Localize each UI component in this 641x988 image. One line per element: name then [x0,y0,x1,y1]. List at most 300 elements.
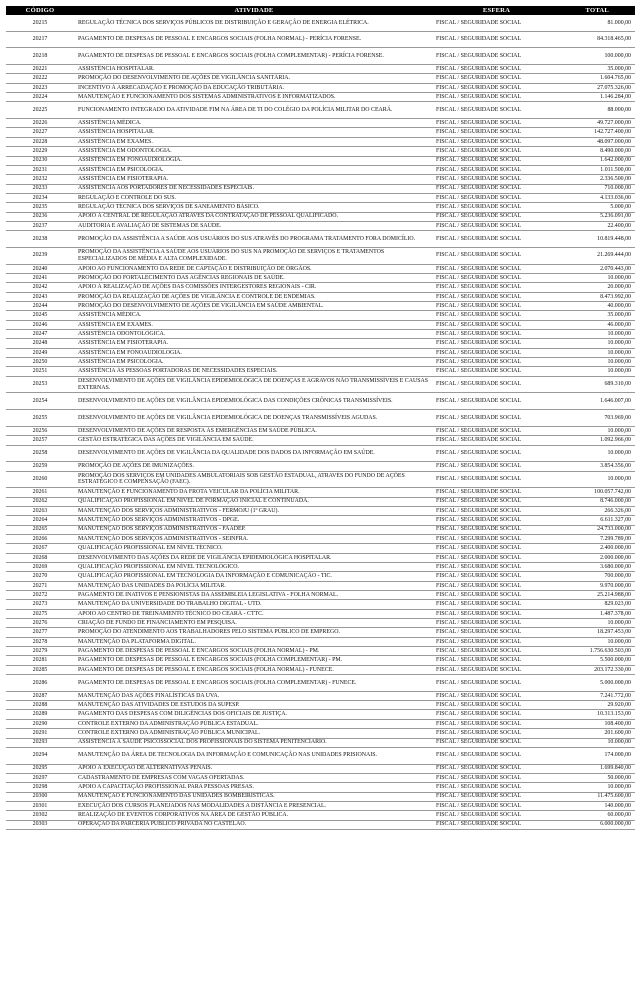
row-activity: MANUTENÇÃO DOS SERVIÇOS ADMINISTRATIVOS - DPGE. [74,516,434,525]
row-sphere: FISCAL / SEGURIDADE SOCIAL [434,581,559,590]
row-code: 20222 [6,74,74,83]
row-sphere: FISCAL / SEGURIDADE SOCIAL [434,729,559,738]
row-code: 20294 [6,747,74,764]
row-code: 20243 [6,292,74,301]
row-total: 100.000,00 [559,48,635,65]
row-total: 108.400,00 [559,719,635,728]
row-code: 20259 [6,462,74,471]
row-code: 20215 [6,15,74,31]
table-row [6,665,635,674]
table-row [6,74,635,83]
row-code: 20221 [6,65,74,74]
table-row [6,93,635,102]
table-row [6,247,635,264]
row-code: 20227 [6,128,74,137]
row-sphere: FISCAL / SEGURIDADE SOCIAL [434,137,559,146]
row-activity: DESENVOLVIMENTO DE AÇÕES DE VIGILÂNCIA DA QUALIDADE DOS DADOS DA INFORMAÇÃO EM SAÚDE. [74,445,434,462]
row-activity: APOIO AO FUNCIONAMENTO DA REDE DE CAPTAÇÃO E DISTRIBUIÇÃO DE ÓRGÃOS. [74,264,434,273]
table-row [6,102,635,119]
row-activity: ASSISTÊNCIA EM ODONTOLOGIA. [74,147,434,156]
row-total: 10.313.153,00 [559,710,635,719]
table-row [6,147,635,156]
row-sphere: FISCAL / SEGURIDADE SOCIAL [434,719,559,728]
row-sphere: FISCAL / SEGURIDADE SOCIAL [434,221,559,230]
row-total: 29.920,00 [559,701,635,710]
row-sphere: FISCAL / SEGURIDADE SOCIAL [434,426,559,435]
row-total: 46.000,00 [559,320,635,329]
row-activity: PROMOÇÃO DE AÇÕES DE IMUNIZAÇÕES. [74,462,434,471]
table-row [6,497,635,506]
row-sphere: FISCAL / SEGURIDADE SOCIAL [434,311,559,320]
row-total: 1.646.007,00 [559,393,635,410]
row-activity: ASSISTÊNCIA À SAÚDE PSICOSSOCIAL DOS PROFISSIONAIS DO SISTEMA PENITENCIÁRIO. [74,738,434,747]
row-code: 20281 [6,656,74,665]
row-sphere: FISCAL / SEGURIDADE SOCIAL [434,410,559,427]
row-code: 20218 [6,48,74,65]
row-activity: DESENVOLVIMENTO DAS AÇÕES DA REDE DE VIGILÂNCIA EPIDEMIOLÓGICA HOSPITALAR. [74,553,434,562]
row-activity: PROMOÇÃO DA ASSISTÊNCIA A SAÚDE AOS USUÁRIOS DO SUS ATRAVÉS DO PROGRAMA TRATAMENTO FORA DOMICÍLIO. [74,231,434,248]
row-total: 5.236.091,00 [559,212,635,221]
row-sphere: FISCAL / SEGURIDADE SOCIAL [434,506,559,515]
row-total: 84.318.465,00 [559,31,635,48]
table-row [6,436,635,445]
row-activity: CONTROLE EXTERNO DA ADMINISTRAÇÃO PÚBLICA MUNICIPAL. [74,729,434,738]
row-total: 6.611.327,00 [559,516,635,525]
row-sphere: FISCAL / SEGURIDADE SOCIAL [434,393,559,410]
row-code: 20241 [6,273,74,282]
table-body [6,15,635,829]
table-row [6,231,635,248]
row-activity: MANUTENÇÃO DAS ATIVIDADES DE ESTUDOS DA SUPESP. [74,701,434,710]
row-total: 20.000,00 [559,283,635,292]
row-code: 20244 [6,302,74,311]
row-code: 20278 [6,637,74,646]
row-code: 20242 [6,283,74,292]
table-row [6,637,635,646]
table-row [6,609,635,618]
row-sphere: FISCAL / SEGURIDADE SOCIAL [434,562,559,571]
row-total: 24.733.000,00 [559,525,635,534]
row-activity: ASSISTÊNCIA ÀS PESSOAS PORTADORAS DE NECESSIDADES ESPECIAIS. [74,367,434,376]
row-sphere: FISCAL / SEGURIDADE SOCIAL [434,156,559,165]
row-activity: ASSISTÊNCIA MÉDICA. [74,311,434,320]
row-sphere: FISCAL / SEGURIDADE SOCIAL [434,358,559,367]
row-sphere: FISCAL / SEGURIDADE SOCIAL [434,647,559,656]
row-activity: PROMOÇÃO DA ASSISTÊNCIA A SAÚDE AOS USUÁRIOS DO SUS NA PROMOÇÃO DE SERVIÇOS E TRATAMENTOS ESPECIALIZADOS DE MÉDIA E ALTA COMPLEXIDADE. [74,247,434,264]
table-row [6,367,635,376]
row-sphere: FISCAL / SEGURIDADE SOCIAL [434,516,559,525]
row-sphere: FISCAL / SEGURIDADE SOCIAL [434,497,559,506]
row-total: 8.490.000,00 [559,147,635,156]
table-row [6,525,635,534]
row-code: 20238 [6,231,74,248]
table-row [6,581,635,590]
row-code: 20253 [6,376,74,393]
row-sphere: FISCAL / SEGURIDADE SOCIAL [434,637,559,646]
table-row [6,264,635,273]
row-sphere: FISCAL / SEGURIDADE SOCIAL [434,264,559,273]
row-total: 1.604.765,00 [559,74,635,83]
table-row [6,311,635,320]
row-activity: MANUTENÇÃO E FUNCIONAMENTO DA FROTA VEICULAR DA POLÍCIA MILITAR. [74,488,434,497]
row-sphere: FISCAL / SEGURIDADE SOCIAL [434,119,559,128]
row-activity: PAGAMENTO DE DESPESAS DE PESSOAL E ENCARGOS SOCIAIS (FOLHA COMPLEMENTAR) - FUNECE. [74,675,434,692]
row-total: 10.000,00 [559,273,635,282]
row-code: 20271 [6,581,74,590]
row-total: 49.727.000,00 [559,119,635,128]
row-activity: QUALIFICAÇÃO PROFISSIONAL EM NÍVEL DE FORMAÇÃO INICIAL E CONTINUADA. [74,497,434,506]
row-activity: REGULAÇÃO TÉCNICA DOS SERVIÇOS DE SANEAMENTO BÁSICO. [74,203,434,212]
table-row [6,212,635,221]
row-activity: PAGAMENTO DE DESPESAS DE PESSOAL E ENCARGOS SOCIAIS (FOLHA COMPLEMENTAR) - PM. [74,656,434,665]
row-activity: CRIAÇÃO DE FUNDO DE FINANCIAMENTO EM PESQUISA. [74,619,434,628]
row-sphere: FISCAL / SEGURIDADE SOCIAL [434,534,559,543]
row-total: 18.297.453,00 [559,628,635,637]
row-activity: APOIO À CENTRAL DE REGULAÇÃO ATRAVÉS DA CONTRATAÇÃO DE PESSOAL QUALIFICADO. [74,212,434,221]
row-total: 10.000,00 [559,330,635,339]
row-code: 20236 [6,212,74,221]
row-code: 20235 [6,203,74,212]
header-total: TOTAL [559,6,635,15]
row-code: 20261 [6,488,74,497]
row-sphere: FISCAL / SEGURIDADE SOCIAL [434,701,559,710]
row-total: 5.000.000,00 [559,675,635,692]
row-total: 11.475.600,00 [559,792,635,801]
row-sphere: FISCAL / SEGURIDADE SOCIAL [434,801,559,810]
row-total: 10.000,00 [559,783,635,792]
row-sphere: FISCAL / SEGURIDADE SOCIAL [434,128,559,137]
row-activity: REGULAÇÃO E CONTROLE DO SUS. [74,193,434,202]
row-activity: APOIO À REALIZAÇÃO DE AÇÕES DAS COMISSÕES INTERGESTORES REGIONAIS - CIR. [74,283,434,292]
row-total: 1.092.966,00 [559,436,635,445]
row-total: 21.269.444,00 [559,247,635,264]
row-sphere: FISCAL / SEGURIDADE SOCIAL [434,525,559,534]
row-total: 3.854.356,00 [559,462,635,471]
row-code: 20286 [6,675,74,692]
table-row [6,339,635,348]
row-activity: PAGAMENTO DE DESPESAS DE PESSOAL E ENCARGOS SOCIAIS (FOLHA COMPLEMENTAR) - PERÍCIA FORENSE. [74,48,434,65]
row-code: 20291 [6,729,74,738]
row-activity: MANUTENÇÃO E FUNCIONAMENTO DOS SISTEMAS ADMINISTRATIVOS E INFORMATIZADOS. [74,93,434,102]
row-code: 20258 [6,445,74,462]
table-row [6,137,635,146]
row-total: 81.000,00 [559,15,635,31]
row-sphere: FISCAL / SEGURIDADE SOCIAL [434,193,559,202]
row-sphere: FISCAL / SEGURIDADE SOCIAL [434,184,559,193]
row-total: 203.172.330,00 [559,665,635,674]
row-total: 174.000,00 [559,747,635,764]
header-row [6,6,635,15]
row-sphere: FISCAL / SEGURIDADE SOCIAL [434,175,559,184]
table-row [6,691,635,700]
row-activity: MANUTENÇÃO E FUNCIONAMENTO DAS UNIDADES BOMBEIRÍSTICAS. [74,792,434,801]
row-total: 100.057.742,00 [559,488,635,497]
row-total: 1.756.630.503,00 [559,647,635,656]
table-row [6,348,635,357]
row-total: 50.000,00 [559,773,635,782]
row-code: 20240 [6,264,74,273]
row-total: 35.000,00 [559,311,635,320]
row-total: 689.310,00 [559,376,635,393]
row-code: 20248 [6,339,74,348]
table-header [6,6,635,15]
table-row [6,729,635,738]
row-total: 829.023,00 [559,600,635,609]
row-sphere: FISCAL / SEGURIDADE SOCIAL [434,339,559,348]
table-row [6,516,635,525]
row-total: 40.000,00 [559,302,635,311]
row-activity: ASSISTÊNCIA EM FISIOTERAPIA. [74,175,434,184]
row-sphere: FISCAL / SEGURIDADE SOCIAL [434,74,559,83]
row-total: 9.970.000,00 [559,581,635,590]
table-row [6,15,635,31]
table-row [6,506,635,515]
header-activity: ATIVIDADE [74,6,434,15]
row-activity: AUDITORIA E AVALIAÇÃO DE SISTEMAS DE SAÚDE. [74,221,434,230]
row-sphere: FISCAL / SEGURIDADE SOCIAL [434,773,559,782]
table-row [6,376,635,393]
table-row [6,320,635,329]
row-activity: DESENVOLVIMENTO DE AÇÕES DE VIGILÂNCIA EPIDEMIOLÓGICA DE DOENÇAS TRANSMISSÍVEIS AGUDAS. [74,410,434,427]
row-total: 10.000,00 [559,358,635,367]
row-sphere: FISCAL / SEGURIDADE SOCIAL [434,811,559,820]
table-row [6,719,635,728]
table-row [6,119,635,128]
row-code: 20288 [6,701,74,710]
row-total: 1.487.378,00 [559,609,635,618]
row-sphere: FISCAL / SEGURIDADE SOCIAL [434,83,559,92]
row-code: 20303 [6,820,74,829]
row-code: 20268 [6,553,74,562]
row-sphere: FISCAL / SEGURIDADE SOCIAL [434,165,559,174]
row-code: 20256 [6,426,74,435]
row-activity: CONTROLE EXTERNO DA ADMINISTRAÇÃO PÚBLICA ESTADUAL. [74,719,434,728]
row-activity: ASSISTÊNCIA EM FONOAUDIOLOGIA. [74,348,434,357]
row-total: 35.000,00 [559,65,635,74]
header-sphere: ESFERA [434,6,559,15]
row-sphere: FISCAL / SEGURIDADE SOCIAL [434,65,559,74]
row-total: 703.969,00 [559,410,635,427]
row-activity: ASSISTÊNCIA EM FISIOTERAPIA. [74,339,434,348]
row-sphere: FISCAL / SEGURIDADE SOCIAL [434,283,559,292]
row-code: 20273 [6,600,74,609]
row-code: 20262 [6,497,74,506]
row-activity: DESENVOLVIMENTO DE AÇÕES DE VIGILÂNCIA EPIDEMIOLÓGICA DE DOENÇAS E AGRAVOS NÃO TRANSMISSÍVEIS E CAUSAS EXTERNAS. [74,376,434,393]
row-sphere: FISCAL / SEGURIDADE SOCIAL [434,320,559,329]
row-sphere: FISCAL / SEGURIDADE SOCIAL [434,628,559,637]
row-sphere: FISCAL / SEGURIDADE SOCIAL [434,348,559,357]
row-sphere: FISCAL / SEGURIDADE SOCIAL [434,273,559,282]
table-row [6,302,635,311]
row-sphere: FISCAL / SEGURIDADE SOCIAL [434,292,559,301]
table-row [6,764,635,773]
row-sphere: FISCAL / SEGURIDADE SOCIAL [434,471,559,488]
row-code: 20245 [6,311,74,320]
row-total: 10.000,00 [559,637,635,646]
table-row [6,738,635,747]
row-total: 10.000,00 [559,619,635,628]
row-code: 20224 [6,93,74,102]
row-code: 20276 [6,619,74,628]
row-activity: MANUTENÇÃO DOS SERVIÇOS ADMINISTRATIVOS - FERMOJU (1º GRAU). [74,506,434,515]
row-code: 20295 [6,764,74,773]
row-sphere: FISCAL / SEGURIDADE SOCIAL [434,31,559,48]
row-total: 10.819.448,00 [559,231,635,248]
table-row [6,783,635,792]
table-row [6,156,635,165]
row-code: 20279 [6,647,74,656]
row-code: 20231 [6,165,74,174]
row-total: 48.097.000,00 [559,137,635,146]
row-code: 20267 [6,544,74,553]
row-code: 20239 [6,247,74,264]
row-total: 22.400,00 [559,221,635,230]
table-row [6,488,635,497]
row-sphere: FISCAL / SEGURIDADE SOCIAL [434,656,559,665]
table-row [6,31,635,48]
table-row [6,544,635,553]
row-total: 3.680.000,00 [559,562,635,571]
row-activity: APOIO A CAPACITAÇÃO PROFISSIONAL PARA PESSOAS PRESAS. [74,783,434,792]
table-row [6,221,635,230]
row-activity: PROMOÇÃO DO FORTALECIMENTO DAS AGÊNCIAS REGIONAIS DE SAÚDE. [74,273,434,282]
row-total: 1.146.284,00 [559,93,635,102]
row-sphere: FISCAL / SEGURIDADE SOCIAL [434,764,559,773]
row-activity: GESTÃO ESTRATÉGICA DAS AÇÕES DE VIGILÂNCIA EM SAÚDE. [74,436,434,445]
row-sphere: FISCAL / SEGURIDADE SOCIAL [434,302,559,311]
table-row [6,273,635,282]
row-code: 20289 [6,710,74,719]
row-activity: CADASTRAMENTO DE EMPRESAS COM VAGAS OFERTADAS. [74,773,434,782]
row-sphere: FISCAL / SEGURIDADE SOCIAL [434,792,559,801]
table-row [6,747,635,764]
row-sphere: FISCAL / SEGURIDADE SOCIAL [434,619,559,628]
table-row [6,820,635,829]
row-activity: REALIZAÇÃO DE EVENTOS CORPORATIVOS NA ÁREA DE GESTÃO PÚBLICA. [74,811,434,820]
row-total: 10.000,00 [559,339,635,348]
row-activity: MANUTENÇÃO DAS AÇÕES FINALÍSTICAS DA UVA. [74,691,434,700]
table-row [6,175,635,184]
budget-table [6,6,635,830]
header-code: CÓDIGO [6,6,74,15]
row-sphere: FISCAL / SEGURIDADE SOCIAL [434,544,559,553]
row-sphere: FISCAL / SEGURIDADE SOCIAL [434,48,559,65]
row-code: 20272 [6,591,74,600]
row-code: 20225 [6,102,74,119]
table-row [6,647,635,656]
row-sphere: FISCAL / SEGURIDADE SOCIAL [434,436,559,445]
row-activity: PROMOÇÃO DOS SERVIÇOS EM UNIDADES AMBULATORIAIS SOB GESTÃO ESTADUAL, ATRAVÉS DO FUNDO DE AÇÕES ESTRATÉGICO E COMPENSAÇÃO (FAEC). [74,471,434,488]
table-row [6,193,635,202]
row-sphere: FISCAL / SEGURIDADE SOCIAL [434,147,559,156]
row-activity: MANUTENÇÃO DAS UNIDADES DA POLÍCIA MILITAR. [74,581,434,590]
row-code: 20251 [6,367,74,376]
row-activity: DESENVOLVIMENTO DE AÇÕES DE RESPOSTA ÀS EMERGÊNCIAS EM SAÚDE PÚBLICA. [74,426,434,435]
row-activity: QUALIFICAÇÃO PROFISSIONAL EM NÍVEL TECNOLÓGICO. [74,562,434,571]
table-row [6,65,635,74]
row-activity: ASSISTÊNCIA ODONTOLÓGICA. [74,330,434,339]
row-total: 8.473.992,00 [559,292,635,301]
table-row [6,801,635,810]
table-row [6,165,635,174]
table-row [6,773,635,782]
table-row [6,628,635,637]
row-total: 700.000,00 [559,572,635,581]
row-activity: PROMOÇÃO DA REALIZAÇÃO DE AÇÕES DE VIGILÂNCIA E CONTROLE DE ENDEMIAS. [74,292,434,301]
row-activity: ASSISTÊNCIA EM EXAMES. [74,137,434,146]
row-activity: ASSISTÊNCIA EM PSICOLOGIA. [74,358,434,367]
table-row [6,534,635,543]
row-code: 20290 [6,719,74,728]
table-row [6,462,635,471]
row-code: 20277 [6,628,74,637]
row-activity: PROMOÇÃO DO DESENVOLVIMENTO DE AÇÕES DE VIGILÂNCIA EM SAÚDE AMBIENTAL. [74,302,434,311]
table-row [6,410,635,427]
row-code: 20285 [6,665,74,674]
row-total: 142.727.400,00 [559,128,635,137]
row-sphere: FISCAL / SEGURIDADE SOCIAL [434,330,559,339]
row-total: 8.746.000,00 [559,497,635,506]
row-code: 20247 [6,330,74,339]
row-activity: PAGAMENTO DE DESPESAS DE PESSOAL E ENCARGOS SOCIAIS (FOLHA NORMAL) - PM. [74,647,434,656]
row-sphere: FISCAL / SEGURIDADE SOCIAL [434,665,559,674]
row-total: 2.000.000,00 [559,553,635,562]
row-code: 20250 [6,358,74,367]
row-code: 20230 [6,156,74,165]
row-code: 20217 [6,31,74,48]
row-code: 20260 [6,471,74,488]
table-row [6,675,635,692]
table-row [6,292,635,301]
row-code: 20228 [6,137,74,146]
row-sphere: FISCAL / SEGURIDADE SOCIAL [434,488,559,497]
row-sphere: FISCAL / SEGURIDADE SOCIAL [434,609,559,618]
table-row [6,203,635,212]
table-row [6,184,635,193]
table-row [6,48,635,65]
row-activity: PAGAMENTO DAS DESPESAS COM DILIGÊNCIAS DOS OFICIAIS DE JUSTIÇA. [74,710,434,719]
row-code: 20233 [6,184,74,193]
row-code: 20263 [6,506,74,515]
row-activity: PAGAMENTO DE INATIVOS E PENSIONISTAS DA ASSEMBLEIA LEGISLATIVA - FOLHA NORMAL. [74,591,434,600]
table-row [6,619,635,628]
row-total: 1.642.000,00 [559,156,635,165]
row-activity: ASSISTÊNCIA EM EXAMES. [74,320,434,329]
row-code: 20234 [6,193,74,202]
row-activity: MANUTENÇÃO DA ÁREA DE TECNOLOGIA DA INFORMAÇÃO E COMUNICAÇÃO NAS UNIDADES PRISIONAIS. [74,747,434,764]
row-total: 27.075.326,00 [559,83,635,92]
row-total: 1.011.500,00 [559,165,635,174]
row-code: 20254 [6,393,74,410]
row-total: 6.000.000,00 [559,820,635,829]
row-activity: APOIO À EXECUÇÃO DE ALTERNATIVAS PENAIS. [74,764,434,773]
row-code: 20287 [6,691,74,700]
row-total: 5.000,00 [559,203,635,212]
row-total: 10.000,00 [559,348,635,357]
table-row [6,426,635,435]
row-code: 20246 [6,320,74,329]
row-activity: QUALIFICAÇÃO PROFISSIONAL EM NÍVEL TÉCNICO. [74,544,434,553]
row-activity: QUALIFICAÇÃO PROFISSIONAL EM TECNOLOGIA DA INFORMAÇÃO E COMUNICAÇÃO - TIC. [74,572,434,581]
row-activity: ASSISTÊNCIA EM FONOAUDIOLOGIA. [74,156,434,165]
table-row [6,128,635,137]
row-sphere: FISCAL / SEGURIDADE SOCIAL [434,212,559,221]
row-total: 88.000,00 [559,102,635,119]
row-total: 5.500.000,00 [559,656,635,665]
row-sphere: FISCAL / SEGURIDADE SOCIAL [434,600,559,609]
row-code: 20269 [6,562,74,571]
row-total: 710.000,00 [559,184,635,193]
